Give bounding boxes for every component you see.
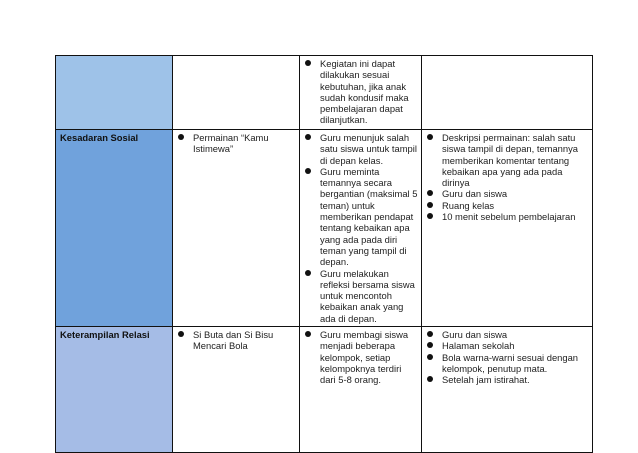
list-item-text: Si Buta dan Si Bisu Mencari Bola <box>193 329 274 352</box>
list-item <box>426 329 589 340</box>
list-item-text: Guru dan siswa <box>442 329 508 341</box>
activity-cell <box>173 327 300 453</box>
list-item <box>177 329 296 352</box>
list-item <box>177 132 296 155</box>
activity-list <box>177 132 296 155</box>
list-item-text: Permainan “Kamu Istimewa” <box>193 132 269 155</box>
row-label: Kesadaran Sosial <box>60 132 139 143</box>
round-bullet-icon <box>305 168 311 174</box>
details-list <box>426 132 589 222</box>
list-item-text: Bola warna-warni sesuai dengan kelompok, penutup mata. <box>442 351 579 374</box>
list-item-text: Guru menunjuk salah satu siswa untuk tampil di depan kelas. <box>320 132 417 166</box>
round-bullet-icon <box>427 202 433 208</box>
list-item <box>304 268 418 324</box>
list-item-text: Guru melakukan refleksi bersama siswa untuk mencontoh kebaikan anak yang ada di depan. <box>320 267 415 324</box>
round-bullet-icon <box>305 134 311 140</box>
round-bullet-icon <box>305 60 311 66</box>
row-label-cell <box>56 130 173 327</box>
table-row <box>56 130 593 327</box>
list-item <box>426 200 589 211</box>
list-item-text: Ruang kelas <box>442 199 495 211</box>
list-item <box>426 374 589 385</box>
teacher-steps-cell <box>300 130 422 327</box>
round-bullet-icon <box>178 134 184 140</box>
details-cell <box>422 56 593 130</box>
lesson-plan-table <box>55 55 593 453</box>
list-item <box>426 340 589 351</box>
list-item <box>304 329 418 385</box>
table-row <box>56 56 593 130</box>
list-item-text: Deskripsi permainan: salah satu siswa tampil di depan, temannya memberikan komentar tentang kebaikan apa yang ada pada dirinya <box>442 132 579 189</box>
round-bullet-icon <box>427 331 433 337</box>
round-bullet-icon <box>427 190 433 196</box>
teacher-steps-cell <box>300 56 422 130</box>
teacher-steps-cell <box>300 327 422 453</box>
details-list <box>426 329 589 385</box>
list-item <box>426 211 589 222</box>
list-item <box>304 132 418 166</box>
details-cell <box>422 327 593 453</box>
activity-cell <box>173 56 300 130</box>
list-item <box>304 58 418 126</box>
list-item <box>304 166 418 268</box>
round-bullet-icon <box>427 376 433 382</box>
teacher-steps-list <box>304 58 418 126</box>
row-label-cell <box>56 56 173 130</box>
round-bullet-icon <box>305 331 311 337</box>
teacher-steps-list <box>304 132 418 324</box>
activity-list <box>177 329 296 352</box>
list-item-text: Setelah jam istirahat. <box>442 374 530 386</box>
teacher-steps-list <box>304 329 418 385</box>
round-bullet-icon <box>427 134 433 140</box>
list-item <box>426 132 589 188</box>
row-label-cell <box>56 327 173 453</box>
round-bullet-icon <box>427 354 433 360</box>
table-body <box>56 56 593 453</box>
list-item-text: Guru membagi siswa menjadi beberapa kelompok, setiap kelompoknya terdiri dari 5-8 orang. <box>320 329 409 386</box>
list-item-text: Halaman sekolah <box>442 340 515 352</box>
round-bullet-icon <box>178 331 184 337</box>
list-item-text: Guru dan siswa <box>442 188 508 200</box>
list-item-text: Guru meminta temannya secara bergantian (maksimal 5 teman) untuk memberikan pendapat tentang kebaikan apa yang ada pada diri teman yang tampil di depan. <box>320 165 418 268</box>
list-item <box>426 352 589 375</box>
round-bullet-icon <box>427 213 433 219</box>
list-item <box>426 188 589 199</box>
list-item-text: Kegiatan ini dapat dilakukan sesuai kebutuhan, jika anak sudah kondusif maka pembelajaran dapat dilanjutkan. <box>320 58 409 126</box>
round-bullet-icon <box>305 270 311 276</box>
round-bullet-icon <box>427 342 433 348</box>
details-cell <box>422 130 593 327</box>
activity-cell <box>173 130 300 327</box>
row-label: Keterampilan Relasi <box>60 329 150 341</box>
table-row <box>56 327 593 453</box>
list-item-text: 10 menit sebelum pembelajaran <box>442 211 576 223</box>
